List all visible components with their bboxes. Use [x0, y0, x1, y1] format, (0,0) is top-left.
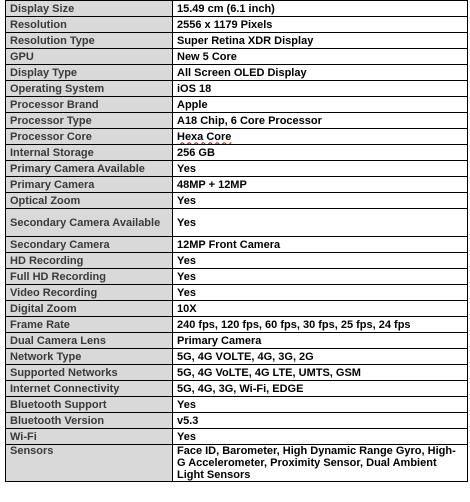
spec-label: Display Size [6, 1, 173, 17]
spec-value: v5.3 [173, 413, 468, 429]
spec-value: Primary Camera [173, 333, 468, 349]
table-row [6, 65, 468, 81]
spec-label: Resolution Type [6, 33, 173, 49]
table-row [6, 429, 468, 445]
spec-value: 15.49 cm (6.1 inch) [173, 1, 468, 17]
spec-label: Secondary Camera Available [6, 209, 173, 237]
spec-value: 5G, 4G VOLTE, 4G, 3G, 2G [173, 349, 468, 365]
spec-value: 240 fps, 120 fps, 60 fps, 30 fps, 25 fps, 24 fps [173, 317, 468, 333]
table-row [6, 113, 468, 129]
spec-value: 2556 x 1179 Pixels [173, 17, 468, 33]
spec-value: Face ID, Barometer, High Dynamic Range Gyro, High-G Accelerometer, Proximity Sensor, Dual Ambient Light Sensors [173, 445, 468, 482]
table-row [6, 381, 468, 397]
spec-value: Yes [173, 209, 468, 237]
table-row [6, 301, 468, 317]
spec-label: Frame Rate [6, 317, 173, 333]
spec-label: HD Recording [6, 253, 173, 269]
spec-label: Sensors [6, 445, 173, 482]
spec-label: Secondary Camera [6, 237, 173, 253]
table-row [6, 397, 468, 413]
spec-label: Bluetooth Support [6, 397, 173, 413]
spec-value: Yes [173, 429, 468, 445]
table-row [6, 81, 468, 97]
spec-label: Display Type [6, 65, 173, 81]
spec-value: 12MP Front Camera [173, 237, 468, 253]
table-row [6, 129, 468, 145]
spec-value: Apple [173, 97, 468, 113]
table-row [6, 333, 468, 349]
table-row [6, 33, 468, 49]
spec-value: 256 GB [173, 145, 468, 161]
spec-label: Operating System [6, 81, 173, 97]
table-row [6, 193, 468, 209]
spec-label: Bluetooth Version [6, 413, 173, 429]
spec-value: Yes [173, 285, 468, 301]
spec-value: Yes [173, 269, 468, 285]
table-row [6, 177, 468, 193]
spec-value: Yes [173, 253, 468, 269]
spec-label: Wi-Fi [6, 429, 173, 445]
spec-label: GPU [6, 49, 173, 65]
spec-value [173, 129, 468, 145]
spec-value: A18 Chip, 6 Core Processor [173, 113, 468, 129]
spec-value: 5G, 4G VoLTE, 4G LTE, UMTS, GSM [173, 365, 468, 381]
table-row [6, 349, 468, 365]
spec-label: Dual Camera Lens [6, 333, 173, 349]
spec-table [5, 0, 468, 482]
spec-label: Full HD Recording [6, 269, 173, 285]
spec-label: Resolution [6, 17, 173, 33]
spec-label: Primary Camera [6, 177, 173, 193]
table-row [6, 49, 468, 65]
spec-value: 5G, 4G, 3G, Wi-Fi, EDGE [173, 381, 468, 397]
table-row [6, 209, 468, 237]
table-row [6, 17, 468, 33]
spec-value: New 5 Core [173, 49, 468, 65]
spec-value: iOS 18 [173, 81, 468, 97]
spec-value: Yes [173, 161, 468, 177]
spec-label: Supported Networks [6, 365, 173, 381]
spec-label: Optical Zoom [6, 193, 173, 209]
spec-label: Network Type [6, 349, 173, 365]
table-row [6, 1, 468, 17]
spellcheck-underlined-text: Hexa Core [177, 130, 232, 143]
table-row [6, 161, 468, 177]
spec-value: Yes [173, 397, 468, 413]
table-row [6, 237, 468, 253]
table-row [6, 285, 468, 301]
spec-label: Processor Type [6, 113, 173, 129]
spec-label: Video Recording [6, 285, 173, 301]
spec-label: Internet Connectivity [6, 381, 173, 397]
table-row [6, 413, 468, 429]
spec-value: All Screen OLED Display [173, 65, 468, 81]
spec-label: Internal Storage [6, 145, 173, 161]
spec-label: Processor Brand [6, 97, 173, 113]
spec-label: Primary Camera Available [6, 161, 173, 177]
spec-value: Yes [173, 193, 468, 209]
table-row [6, 445, 468, 482]
table-row [6, 269, 468, 285]
spec-value: 48MP + 12MP [173, 177, 468, 193]
table-row [6, 253, 468, 269]
spec-label: Processor Core [6, 129, 173, 145]
spec-label: Digital Zoom [6, 301, 173, 317]
spec-value: Super Retina XDR Display [173, 33, 468, 49]
table-row [6, 365, 468, 381]
spec-value: 10X [173, 301, 468, 317]
table-row [6, 97, 468, 113]
table-row [6, 145, 468, 161]
table-row [6, 317, 468, 333]
